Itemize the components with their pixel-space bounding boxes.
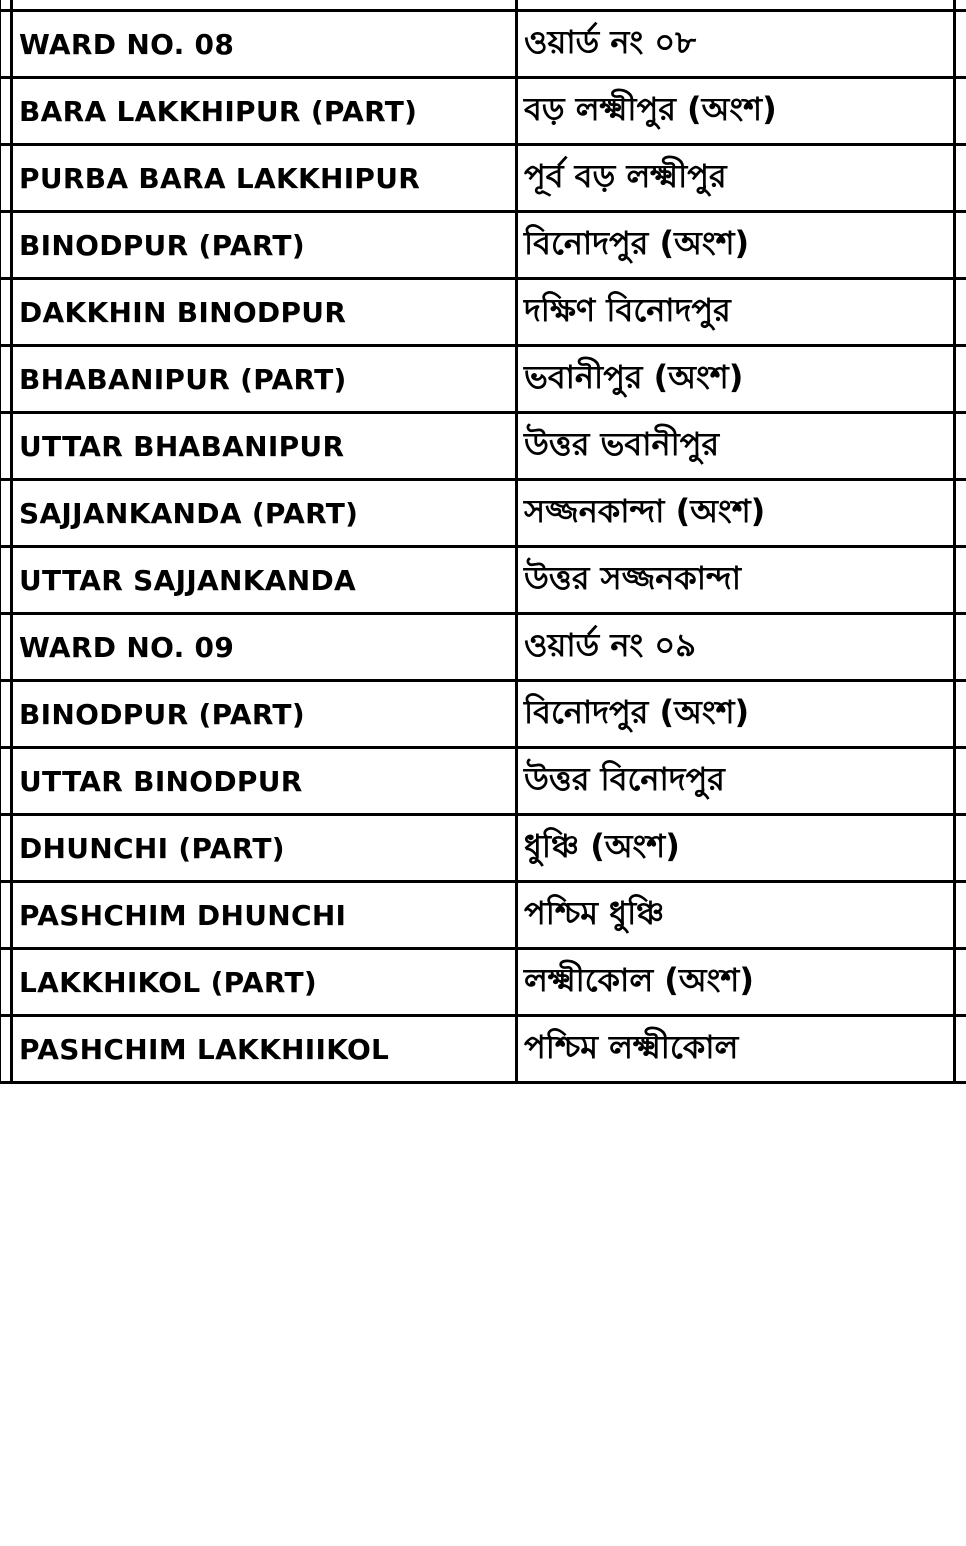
english-name-cell: UTTAR BINODPUR [12,748,517,815]
table-row [0,78,966,145]
table-row [0,346,966,413]
edge-cell [955,0,966,11]
bengali-name-cell: সজ্জনকান্দা (অংশ) [517,480,955,547]
edge-cell [0,480,12,547]
edge-cell [0,1016,12,1083]
edge-cell [0,0,12,11]
edge-cell [955,413,966,480]
table-row [0,882,966,949]
edge-cell [0,882,12,949]
english-name-cell: BINODPUR (PART) [12,212,517,279]
edge-cell [955,480,966,547]
edge-cell [0,547,12,614]
edge-cell [0,212,12,279]
english-name-cell: PASHCHIM DHUNCHI [12,882,517,949]
english-name-cell: DHUNCHI (PART) [12,815,517,882]
edge-cell [0,78,12,145]
english-name-cell: BHABANIPUR (PART) [12,346,517,413]
edge-cell [0,748,12,815]
bengali-name-cell: ওয়ার্ড নং ০৮ [517,11,955,78]
bengali-name-cell: ধুঞ্চি (অংশ) [517,815,955,882]
table-row [0,614,966,681]
edge-cell [955,279,966,346]
bengali-name-cell: উত্তর ভবানীপুর [517,413,955,480]
bengali-name-cell: বিনোদপুর (অংশ) [517,212,955,279]
bengali-name-cell: উত্তর সজ্জনকান্দা [517,547,955,614]
bengali-name-cell: ভবানীপুর (অংশ) [517,346,955,413]
bengali-name-cell: দক্ষিণ বিনোদপুর [517,279,955,346]
table-row [0,547,966,614]
english-name-cell: UTTAR SAJJANKANDA [12,547,517,614]
edge-cell [0,614,12,681]
english-name-cell: PURBA BARA LAKKHIPUR [12,145,517,212]
edge-cell [0,949,12,1016]
english-name-cell: WARD NO. 08 [12,11,517,78]
table-row [0,11,966,78]
bengali-name-cell: পশ্চিম লক্ষ্মীকোল [517,1016,955,1083]
edge-cell [955,882,966,949]
english-name-cell: LAKKHIKOL (PART) [12,949,517,1016]
edge-cell [955,949,966,1016]
edge-cell [0,346,12,413]
edge-cell [955,212,966,279]
bengali-name-cell: বিনোদপুর (অংশ) [517,681,955,748]
english-name-cell: BINODPUR (PART) [12,681,517,748]
edge-cell [955,614,966,681]
table-row [0,413,966,480]
edge-cell [0,145,12,212]
edge-cell [0,815,12,882]
table-row [0,212,966,279]
english-name-cell: DAKKHIN BINODPUR [12,279,517,346]
table-row [0,815,966,882]
table-row [0,279,966,346]
english-name-cell: PASHCHIM LAKKHIIKOL [12,1016,517,1083]
table-row-cut-off [0,0,966,11]
edge-cell [955,681,966,748]
bengali-name-cell: উত্তর বিনোদপুর [517,748,955,815]
edge-cell [955,78,966,145]
edge-cell [955,815,966,882]
edge-cell [955,11,966,78]
bengali-name-cell [517,0,955,11]
edge-cell [0,11,12,78]
edge-cell [955,547,966,614]
bengali-name-cell: পশ্চিম ধুঞ্চি [517,882,955,949]
table-row [0,145,966,212]
table-row [0,1016,966,1083]
table-row [0,949,966,1016]
edge-cell [955,748,966,815]
edge-cell [955,346,966,413]
bengali-name-cell: ওয়ার্ড নং ০৯ [517,614,955,681]
english-name-cell: BARA LAKKHIPUR (PART) [12,78,517,145]
english-name-cell: UTTAR BHABANIPUR [12,413,517,480]
english-name-cell: SAJJANKANDA (PART) [12,480,517,547]
edge-cell [0,279,12,346]
table-row [0,748,966,815]
edge-cell [0,681,12,748]
edge-cell [0,413,12,480]
english-name-cell [12,0,517,11]
bengali-name-cell: পূর্ব বড় লক্ষ্মীপুর [517,145,955,212]
english-name-cell: WARD NO. 09 [12,614,517,681]
edge-cell [955,1016,966,1083]
table-row [0,681,966,748]
bengali-name-cell: বড় লক্ষ্মীপুর (অংশ) [517,78,955,145]
edge-cell [955,145,966,212]
bengali-name-cell: লক্ষ্মীকোল (অংশ) [517,949,955,1016]
table-row [0,480,966,547]
